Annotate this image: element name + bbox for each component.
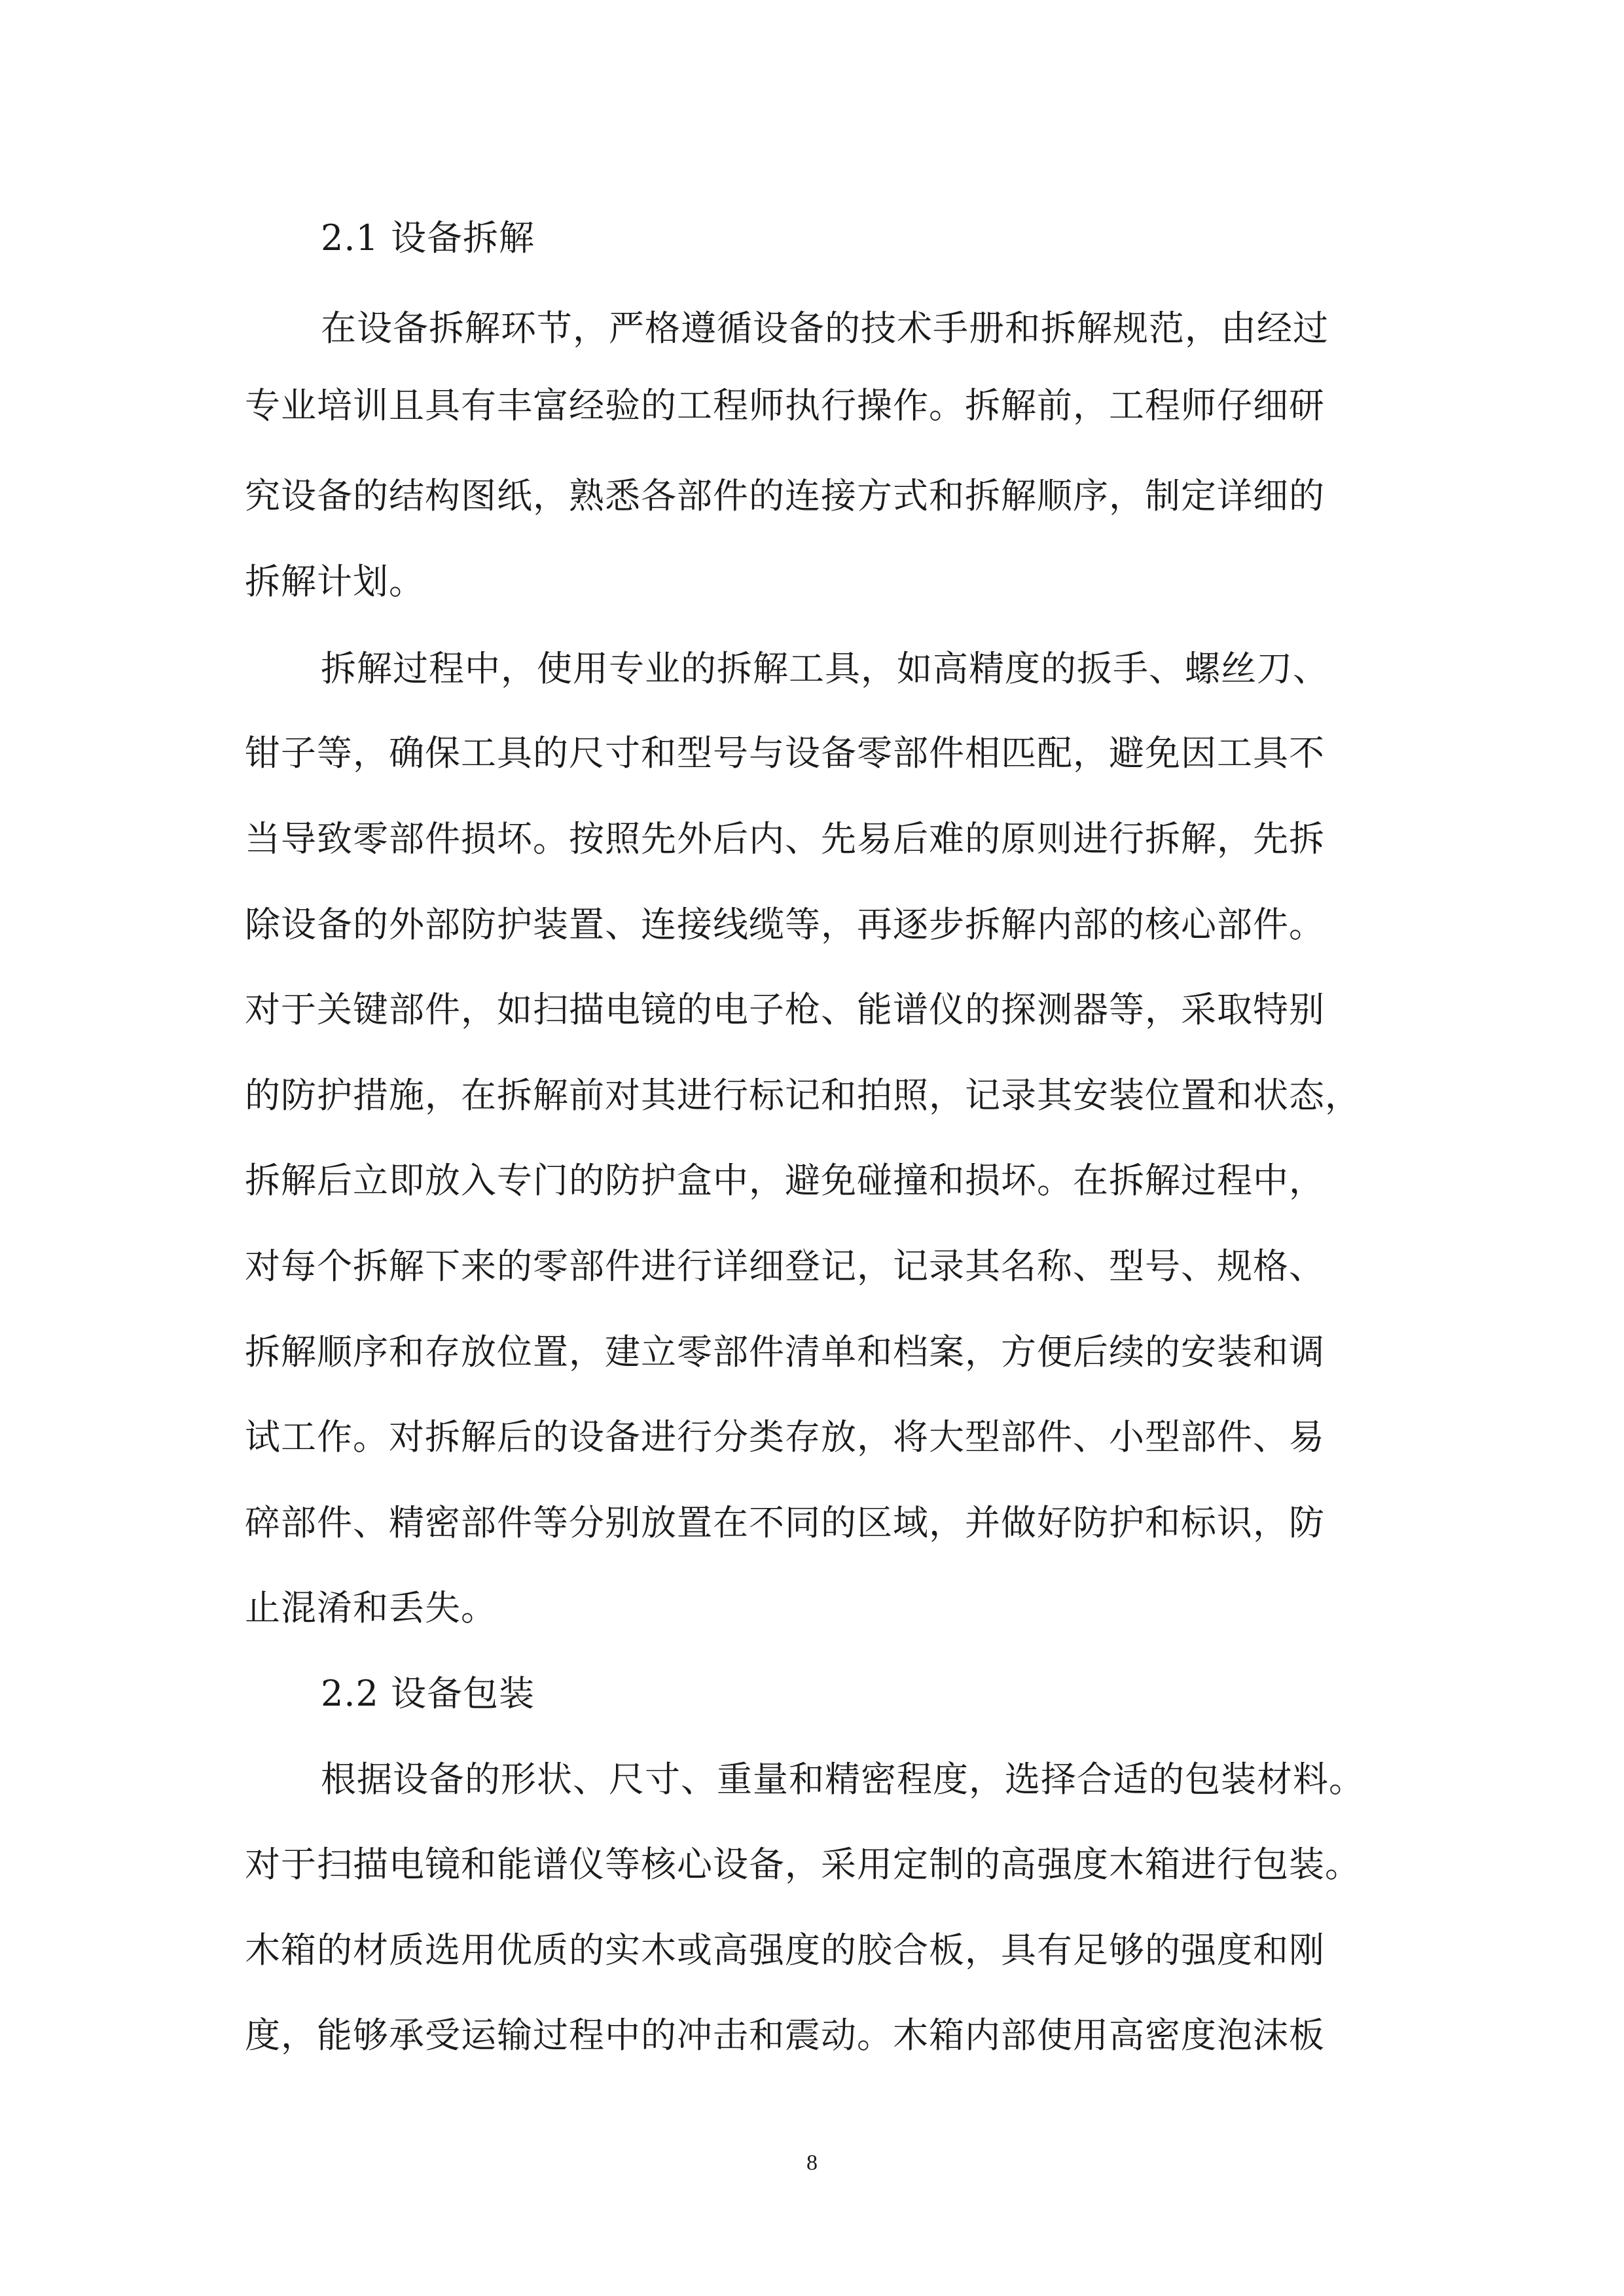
text-line: 拆解计划。 (245, 561, 425, 602)
text-line: 木箱的材质选用优质的实木或高强度的胶合板，具有足够的强度和刚 (245, 1929, 1325, 1971)
text-line: 专业培训且具有丰富经验的工程师执行操作。拆解前，工程师仔细研 (245, 385, 1325, 426)
page-number: 8 (806, 2151, 818, 2175)
text-line: 拆解后立即放入专门的防护盒中，避免碰撞和损坏。在拆解过程中， (245, 1160, 1325, 1201)
text-line: 拆解顺序和存放位置，建立零部件清单和档案，方便后续的安装和调 (245, 1331, 1325, 1372)
text-line: 度，能够承受运输过程中的冲击和震动。木箱内部使用高密度泡沫板 (245, 2015, 1325, 2056)
text-line: 根据设备的形状、尺寸、重量和精密程度，选择合适的包装材料。 (321, 1759, 1365, 1800)
text-line: 试工作。对拆解后的设备进行分类存放，将大型部件、小型部件、易 (245, 1416, 1325, 1458)
text-line: 对于扫描电镜和能谱仪等核心设备，采用定制的高强度木箱进行包装。 (245, 1844, 1361, 1885)
section-heading-2-2: 2.2 设备包装 (321, 1673, 535, 1714)
text-line: 的防护措施，在拆解前对其进行标记和拍照，记录其安装位置和状态， (245, 1075, 1361, 1116)
text-line: 钳子等，确保工具的尺寸和型号与设备零部件相匹配，避免因工具不 (245, 732, 1325, 774)
text-line: 止混淆和丢失。 (245, 1587, 497, 1628)
text-line: 究设备的结构图纸，熟悉各部件的连接方式和拆解顺序，制定详细的 (245, 475, 1325, 516)
text-line: 对每个拆解下来的零部件进行详细登记，记录其名称、型号、规格、 (245, 1246, 1325, 1287)
text-line: 除设备的外部防护装置、连接线缆等，再逐步拆解内部的核心部件。 (245, 904, 1325, 945)
text-line: 当导致零部件损坏。按照先外后内、先易后难的原则进行拆解，先拆 (245, 818, 1325, 859)
section-heading-2-1: 2.1 设备拆解 (321, 217, 535, 259)
text-line: 在设备拆解环节，严格遵循设备的技术手册和拆解规范，由经过 (321, 308, 1329, 349)
text-line: 拆解过程中，使用专业的拆解工具，如高精度的扳手、螺丝刀、 (321, 648, 1329, 689)
text-line: 对于关键部件，如扫描电镜的电子枪、能谱仪的探测器等，采取特别 (245, 989, 1325, 1030)
text-line: 碎部件、精密部件等分别放置在不同的区域，并做好防护和标识，防 (245, 1502, 1325, 1543)
